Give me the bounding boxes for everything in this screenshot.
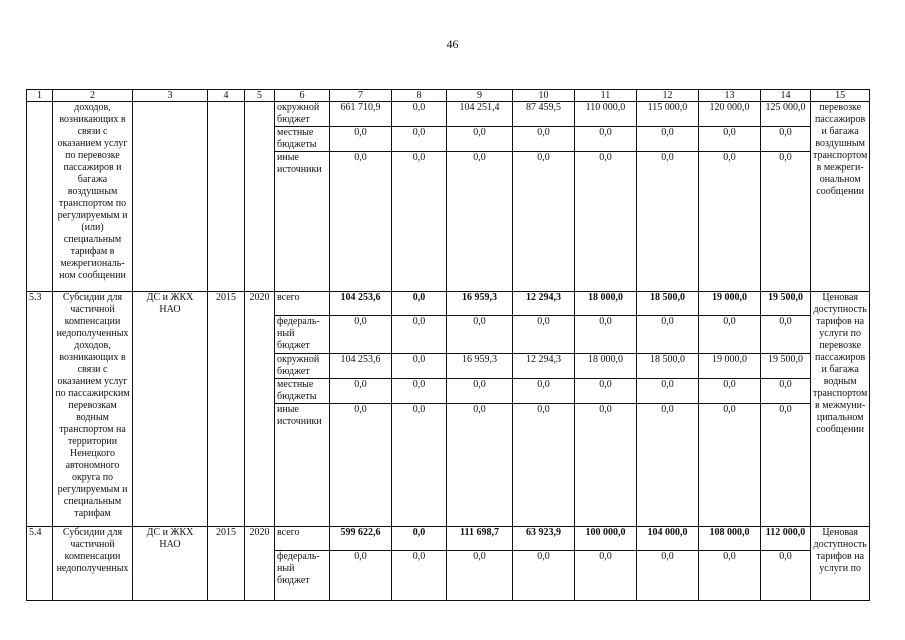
header-cell-6: 6 (275, 90, 330, 102)
cont-end-year (245, 102, 275, 292)
r53-value-col9: 0,0 (447, 316, 513, 354)
r53-name: Субсидии для частичной компенсации недополученных доходов, возникающих в связи с оказанием услуг по пассажирским перевозкам водным транспортом на территории Ненецкого автономного округа по регулируемым и специальным тарифам (53, 292, 133, 527)
cont-value-col8: 0,0 (392, 152, 447, 292)
cont-value-col7: 0,0 (330, 127, 392, 152)
cont-value-col11: 110 000,0 (575, 102, 637, 127)
header-cell-5: 5 (245, 90, 275, 102)
r53-value-col14: 19 500,0 (761, 354, 811, 379)
r53-value-col13: 0,0 (699, 404, 761, 527)
cont-name: доходов, возникающих в связи с оказанием услуг по перевозке пассажиров и багажа воздушным транспортом по регулируемым и (или) специальным тарифам в межрегиональ-ном сообщении (53, 102, 133, 292)
r53-value-col9: 0,0 (447, 404, 513, 527)
r54-row (27, 527, 870, 551)
cont-value-col9: 104 251,4 (447, 102, 513, 127)
header-cell-14: 14 (761, 90, 811, 102)
r53-value-col12: 18 500,0 (637, 354, 699, 379)
r53-value-col8: 0,0 (392, 354, 447, 379)
r54-start-year: 2015 (208, 527, 245, 601)
r53-value-col14: 0,0 (761, 404, 811, 527)
cont-row (27, 102, 870, 127)
header-cell-10: 10 (513, 90, 575, 102)
cont-value-col10: 87 459,5 (513, 102, 575, 127)
r53-value-col11: 0,0 (575, 379, 637, 404)
header-cell-7: 7 (330, 90, 392, 102)
r53-row (27, 292, 870, 316)
r53-value-col14: 19 500,0 (761, 292, 811, 316)
cont-value-col7: 0,0 (330, 152, 392, 292)
cont-value-col14: 125 000,0 (761, 102, 811, 127)
r53-value-col12: 18 500,0 (637, 292, 699, 316)
cont-source: местные бюджеты (275, 127, 330, 152)
r53-value-col13: 0,0 (699, 379, 761, 404)
cont-value-col8: 0,0 (392, 127, 447, 152)
cont-value-col10: 0,0 (513, 127, 575, 152)
cont-value-col12: 0,0 (637, 152, 699, 292)
r53-value-col14: 0,0 (761, 379, 811, 404)
r53-value-col7: 0,0 (330, 379, 392, 404)
page-number: 46 (446, 37, 459, 51)
r53-value-col7: 0,0 (330, 316, 392, 354)
r53-value-col12: 0,0 (637, 404, 699, 527)
cont-value-col14: 0,0 (761, 127, 811, 152)
cont-value-col8: 0,0 (392, 102, 447, 127)
r54-value-col13: 108 000,0 (699, 527, 761, 551)
r53-value-col8: 0,0 (392, 316, 447, 354)
r54-value-col14: 112 000,0 (761, 527, 811, 551)
r53-value-col8: 0,0 (392, 404, 447, 527)
cont-value-col11: 0,0 (575, 152, 637, 292)
cont-value-col12: 115 000,0 (637, 102, 699, 127)
header-cell-12: 12 (637, 90, 699, 102)
r54-value-col14: 0,0 (761, 551, 811, 601)
r54-value-col10: 0,0 (513, 551, 575, 601)
r54-value-col11: 0,0 (575, 551, 637, 601)
cont-value-col13: 0,0 (699, 152, 761, 292)
r53-value-col12: 0,0 (637, 379, 699, 404)
r53-value-col11: 18 000,0 (575, 354, 637, 379)
r54-value-col12: 104 000,0 (637, 527, 699, 551)
r53-value-col10: 12 294,3 (513, 292, 575, 316)
cont-value-col14: 0,0 (761, 152, 811, 292)
cont-source: окружной бюджет (275, 102, 330, 127)
r54-value-col13: 0,0 (699, 551, 761, 601)
r54-value-col7: 0,0 (330, 551, 392, 601)
r53-end-year: 2020 (245, 292, 275, 527)
r54-executor: ДС и ЖКХ НАО (133, 527, 208, 601)
cont-value-col7: 661 710,9 (330, 102, 392, 127)
r54-source: всего (275, 527, 330, 551)
cont-executor (133, 102, 208, 292)
r53-executor: ДС и ЖКХ НАО (133, 292, 208, 527)
r53-value-col10: 12 294,3 (513, 354, 575, 379)
r53-value-col11: 0,0 (575, 316, 637, 354)
r53-value-col13: 19 000,0 (699, 292, 761, 316)
cont-value-col9: 0,0 (447, 127, 513, 152)
header-cell-4: 4 (208, 90, 245, 102)
r53-value-col8: 0,0 (392, 379, 447, 404)
r53-value-col13: 0,0 (699, 316, 761, 354)
r54-value-col12: 0,0 (637, 551, 699, 601)
r54-value-col9: 111 698,7 (447, 527, 513, 551)
header-cell-15: 15 (811, 90, 870, 102)
r54-value-col8: 0,0 (392, 527, 447, 551)
r53-value-col11: 18 000,0 (575, 292, 637, 316)
r53-value-col7: 104 253,6 (330, 292, 392, 316)
r53-value-col10: 0,0 (513, 404, 575, 527)
header-cell-8: 8 (392, 90, 447, 102)
r54-end-year: 2020 (245, 527, 275, 601)
r54-value-col10: 63 923,9 (513, 527, 575, 551)
r53-start-year: 2015 (208, 292, 245, 527)
r53-value-col9: 16 959,3 (447, 354, 513, 379)
cont-number (27, 102, 53, 292)
r53-value-col12: 0,0 (637, 316, 699, 354)
header-cell-13: 13 (699, 90, 761, 102)
r53-source: федераль-ный бюджет (275, 316, 330, 354)
cont-start-year (208, 102, 245, 292)
r54-value-col8: 0,0 (392, 551, 447, 601)
r53-value-col9: 0,0 (447, 379, 513, 404)
cont-result: перевозке пассажиров и багажа воздушным транспортом в межреги-ональном сообщении (811, 102, 870, 292)
header-row (27, 90, 870, 102)
r53-value-col13: 19 000,0 (699, 354, 761, 379)
cont-value-col12: 0,0 (637, 127, 699, 152)
r54-value-col11: 100 000,0 (575, 527, 637, 551)
cont-value-col9: 0,0 (447, 152, 513, 292)
header-cell-9: 9 (447, 90, 513, 102)
r53-value-col10: 0,0 (513, 379, 575, 404)
r54-result: Ценовая доступность тарифов на услуги по (811, 527, 870, 601)
r53-value-col9: 16 959,3 (447, 292, 513, 316)
cont-value-col11: 0,0 (575, 127, 637, 152)
r53-value-col10: 0,0 (513, 316, 575, 354)
r53-number: 5.3 (27, 292, 53, 527)
header-cell-11: 11 (575, 90, 637, 102)
cont-source: иные источники (275, 152, 330, 292)
r54-source: федераль-ный бюджет (275, 551, 330, 601)
r53-value-col7: 0,0 (330, 404, 392, 527)
r53-value-col14: 0,0 (761, 316, 811, 354)
cont-value-col13: 120 000,0 (699, 102, 761, 127)
r53-source: всего (275, 292, 330, 316)
budget-table (26, 89, 870, 601)
r54-value-col7: 599 622,6 (330, 527, 392, 551)
cont-value-col13: 0,0 (699, 127, 761, 152)
r53-value-col11: 0,0 (575, 404, 637, 527)
cont-value-col10: 0,0 (513, 152, 575, 292)
r53-value-col8: 0,0 (392, 292, 447, 316)
r53-result: Ценовая доступность тарифов на услуги по перевозке пассажиров и багажа водным транспортом в межмуни-ципальном сообщении (811, 292, 870, 527)
r54-value-col9: 0,0 (447, 551, 513, 601)
r53-value-col7: 104 253,6 (330, 354, 392, 379)
r53-source: иные источники (275, 404, 330, 527)
r54-number: 5.4 (27, 527, 53, 601)
r54-name: Субсидии для частичной компенсации недополученных (53, 527, 133, 601)
header-cell-3: 3 (133, 90, 208, 102)
header-cell-1: 1 (27, 90, 53, 102)
header-cell-2: 2 (53, 90, 133, 102)
r53-source: местные бюджеты (275, 379, 330, 404)
r53-source: окружной бюджет (275, 354, 330, 379)
